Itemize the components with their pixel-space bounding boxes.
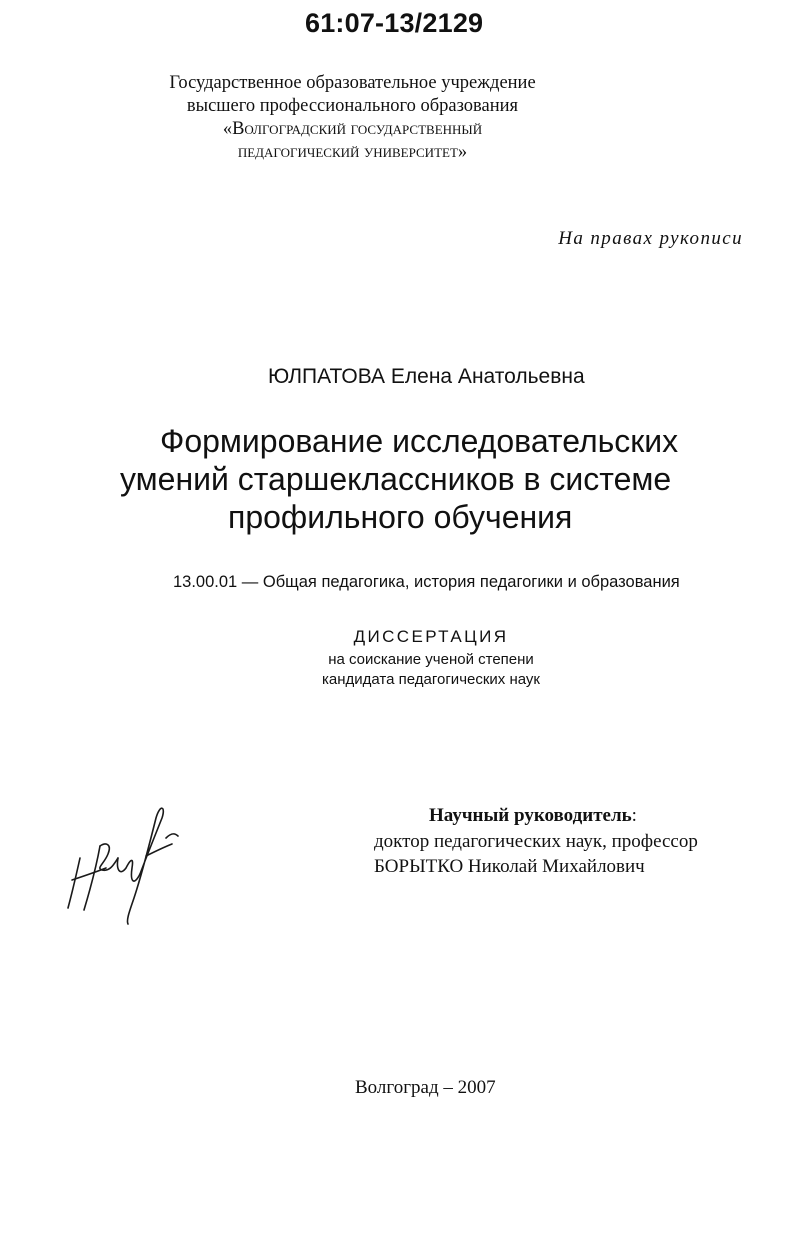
title-line-1: Формирование исследовательских — [160, 423, 679, 459]
dissertation-degree-line-2: кандидата педагогических наук — [322, 671, 540, 688]
supervisor-label-colon: : — [631, 805, 637, 826]
handwritten-signature-icon — [62, 798, 192, 928]
institution-line-2: высшего профессионального образования — [186, 96, 519, 116]
institution-line-4: педагогический университет» — [237, 142, 468, 162]
title-line-2: умений старшеклассников в системе — [120, 461, 672, 497]
city-year: Волгоград – 2007 — [355, 1077, 496, 1098]
dissertation-degree-line-1: на соискание ученой степени — [328, 651, 534, 668]
catalog-code: 61:07-13/2129 — [305, 8, 484, 38]
title-line-3: профильного обучения — [228, 499, 573, 535]
rights-note: На правах рукописи — [558, 228, 743, 249]
supervisor-degree: доктор педагогических наук, профессор — [374, 831, 698, 852]
supervisor-label — [429, 805, 637, 827]
dissertation-label: ДИССЕРТАЦИЯ — [353, 627, 509, 646]
specialty-code: 13.00.01 — Общая педагогика, история педагогики и образования — [173, 573, 680, 591]
supervisor-label-text: Научный руководитель — [429, 805, 632, 826]
institution-line-1: Государственное образовательное учреждение — [169, 73, 536, 93]
supervisor-name: БОРЫТКО Николай Михайлович — [374, 856, 645, 877]
institution-line-3: «Волгоградский государственный — [222, 119, 483, 139]
author-name: ЮЛПАТОВА Елена Анатольевна — [268, 365, 585, 388]
